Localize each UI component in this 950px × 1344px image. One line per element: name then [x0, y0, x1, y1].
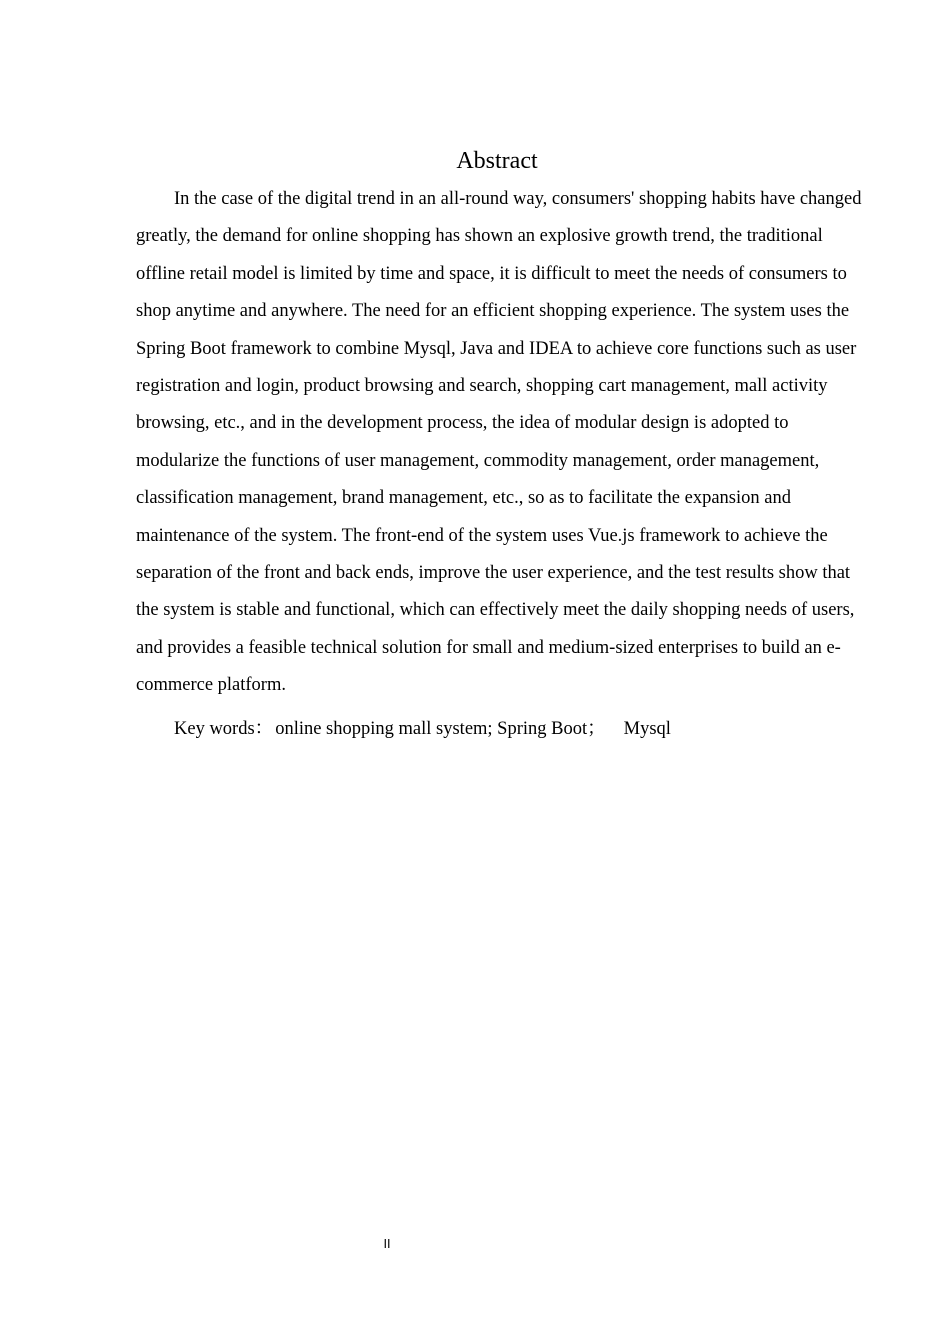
keywords-label: Key words	[174, 719, 255, 739]
page-number: II	[383, 1237, 391, 1251]
keywords-items: online shopping mall system; Spring Boot；	[275, 719, 606, 739]
keywords-last-item: Mysql	[623, 719, 671, 739]
abstract-title: Abstract	[456, 148, 538, 174]
keywords-separator: ：	[254, 719, 274, 739]
keywords-line	[174, 714, 671, 744]
abstract-body: In the case of the digital trend in an all-round way, consumers' shopping habits have changed greatly, the demand for online shopping has shown an explosive growth trend, the traditional offline retail model is limited by time and space, it is difficult to meet the needs of consumers to shop anytime and anywhere. The need for an efficient shopping experience. The system uses the Spring Boot framework to combine Mysql, Java and IDEA to achieve core functions such as user registration and login, product browsing and search, shopping cart management, mall activity browsing, etc., and in the development process, the idea of modular design is adopted to modularize the functions of user management, commodity management, order management, classification management, brand management, etc., so as to facilitate the expansion and maintenance of the system. The front-end of the system uses Vue.js framework to achieve the separation of the front and back ends, improve the user experience, and the test results show that the system is stable and functional, which can effectively meet the daily shopping needs of users, and provides a feasible technical solution for small and medium-sized enterprises to build an e-commerce platform.	[136, 189, 862, 696]
